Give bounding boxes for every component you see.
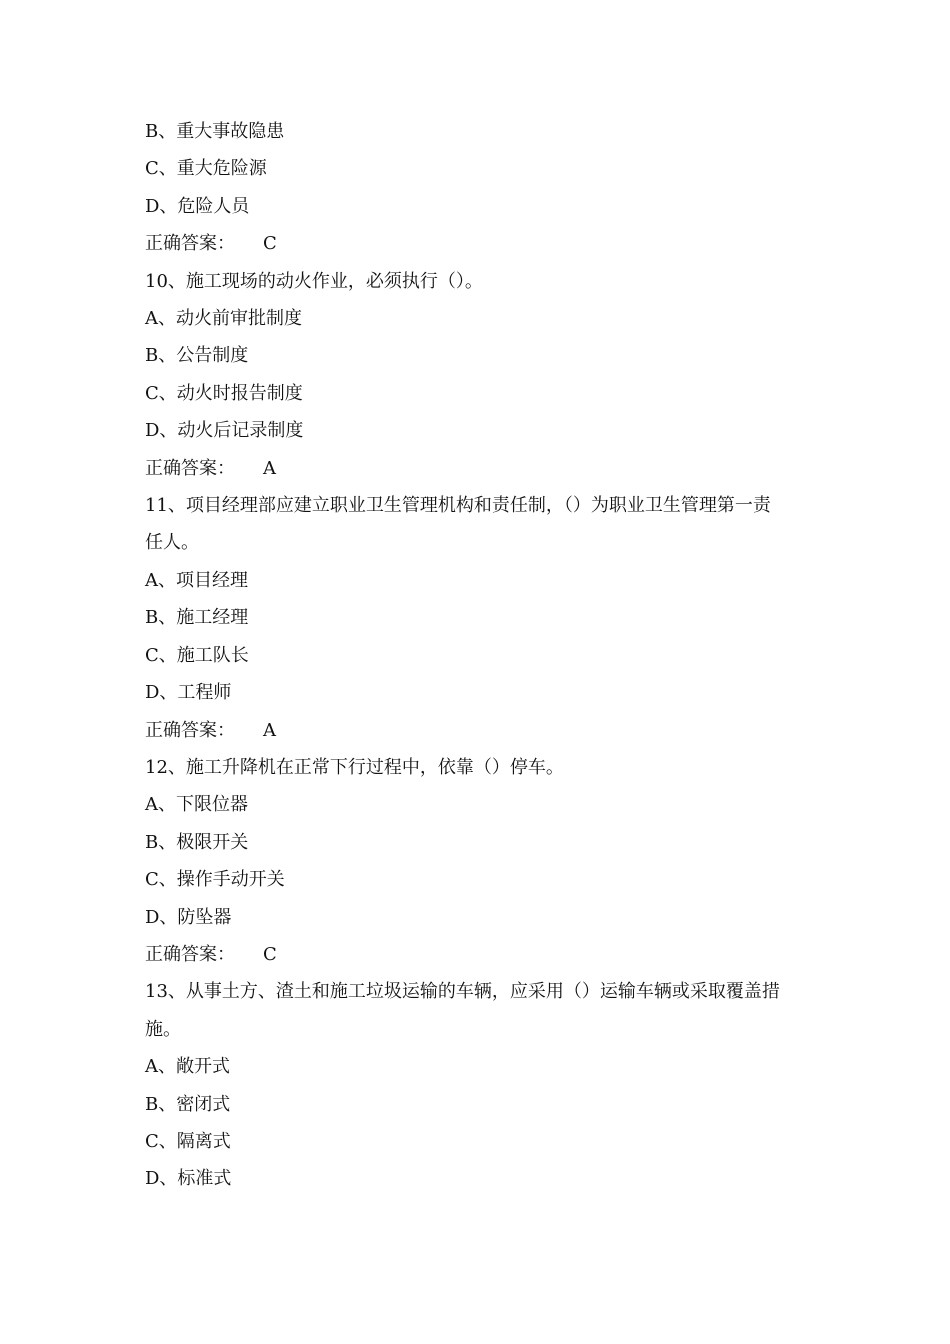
option-a: A、动火前审批制度 — [145, 308, 302, 330]
answer-label: 正确答案： — [145, 943, 235, 965]
option-d: D、标准式 — [145, 1168, 232, 1190]
option-a: A、敞开式 — [145, 1056, 230, 1078]
answer-label: 正确答案： — [145, 233, 235, 255]
answer-value: C — [263, 943, 277, 965]
question-13-line-2: 施。 — [145, 1018, 181, 1040]
option-c: C、施工队长 — [145, 644, 249, 666]
answer-line — [145, 936, 815, 973]
question-12: 12、施工升降机在正常下行过程中，依靠（）停车。 — [145, 756, 564, 778]
option-b: B、公告制度 — [145, 345, 249, 367]
option-d: D、工程师 — [145, 682, 232, 704]
question-13-line-1: 13、从事土方、渣土和施工垃圾运输的车辆，应采用（）运输车辆或采取覆盖措 — [145, 981, 780, 1003]
answer-value: A — [263, 719, 276, 741]
answer-line — [145, 712, 815, 749]
option-a: A、下限位器 — [145, 794, 248, 816]
option-d: D、动火后记录制度 — [145, 420, 304, 442]
option-b: B、极限开关 — [145, 831, 249, 853]
question-11-line-2: 任人。 — [145, 532, 199, 554]
answer-line — [145, 225, 815, 262]
option-c: C、动火时报告制度 — [145, 382, 303, 404]
answer-label: 正确答案： — [145, 457, 235, 479]
option-c: C、隔离式 — [145, 1130, 231, 1152]
option-d: D、防坠器 — [145, 906, 232, 928]
answer-line — [145, 450, 815, 487]
answer-value: C — [263, 233, 277, 255]
option-c: C、操作手动开关 — [145, 869, 285, 891]
answer-value: A — [263, 457, 276, 479]
answer-label: 正确答案： — [145, 719, 235, 741]
option-c: C、重大危险源 — [145, 158, 267, 180]
question-list — [145, 113, 815, 1198]
option-a: A、项目经理 — [145, 569, 248, 591]
option-b: B、重大事故隐患 — [145, 121, 285, 142]
option-b: B、施工经理 — [145, 607, 249, 629]
question-11-line-1: 11、项目经理部应建立职业卫生管理机构和责任制，（）为职业卫生管理第一责 — [145, 495, 771, 517]
option-d: D、危险人员 — [145, 195, 250, 217]
option-b: B、密闭式 — [145, 1093, 231, 1115]
question-10: 10、施工现场的动火作业，必须执行（）。 — [145, 270, 483, 292]
